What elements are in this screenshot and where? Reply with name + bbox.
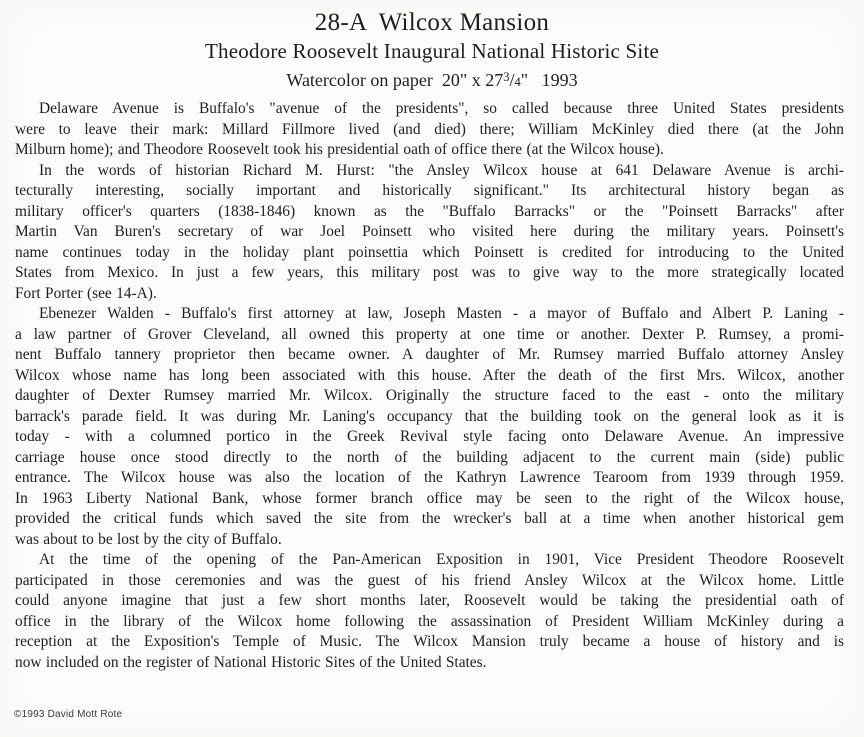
document-footer <box>14 709 122 720</box>
text-line: now included on the register of National Historic Sites of the United States. <box>15 653 487 671</box>
text-line: Ebenezer Walden - Buffalo's first attorney at law, Joseph Masten - a mayor of Buffalo and Albert P. Laning - <box>39 305 844 322</box>
text-line: military officer's quarters (1838-1846) known as the "Buffalo Barracks" or the "Poinsett Barracks" after <box>15 202 844 220</box>
text-line: provided the critical funds which saved the site from the wrecker's ball at a time when another historical gem <box>15 510 844 527</box>
paragraph <box>15 161 844 305</box>
text-line: participated in those ceremonies and was the guest of his friend Ansley Wilcox at the Wilcox home. Little <box>15 571 844 589</box>
paragraph <box>15 99 844 161</box>
text-line: daughter of Dexter Rumsey married Mr. Wilcox. Originally the structure faced to the east - onto the military <box>15 387 844 404</box>
artwork-year: 1993 <box>528 70 578 90</box>
text-line: Fort Porter (see 14-A). <box>15 284 157 302</box>
text-line: carriage house once stood directly to the north of the building adjacent to the current main (side) public <box>15 448 844 466</box>
text-line: At the time of the opening of the Pan-American Exposition in 1901, Vice President Theodore Roosevelt <box>39 551 844 568</box>
text-line: Delaware Avenue is Buffalo's "avenue of the presidents", so called because three United States presidents <box>39 100 844 117</box>
text-line: could anyone imagine that just a few short months later, Roosevelt would be taking the presidential oath of <box>15 592 844 609</box>
medium-text: Watercolor on paper <box>286 70 442 90</box>
text-line: name continues today in the holiday plant poinsettia which Poinsett is credited for introducing to the United <box>15 243 844 261</box>
size-post: " <box>520 70 529 90</box>
page-subtitle: Theodore Roosevelt Inaugural National Historic Site <box>205 39 659 63</box>
text-line: Martin Van Buren's secretary of war Joel Poinsett who visited here during the military years. Poinsett's <box>15 223 844 240</box>
text-line: were to leave their mark: Millard Fillmore lived (and died) there; William McKinley died there (at the John <box>15 120 844 138</box>
artwork-size <box>442 70 528 90</box>
page-title: 28-A Wilcox Mansion <box>314 9 550 36</box>
document-body <box>15 99 844 673</box>
text-line: Milburn home); and Theodore Roosevelt took his presidential oath of office there (at the Wilcox house). <box>15 141 664 158</box>
document-header <box>0 0 864 94</box>
paragraph <box>15 550 844 673</box>
text-line: Wilcox whose name has long been associated with this house. After the death of the first Mrs. Wilcox, another <box>15 366 844 384</box>
fraction-slash: / <box>509 70 515 90</box>
text-line: nent Buffalo tannery proprietor then became owner. A daughter of Mr. Rumsey married Buffalo attorney Ansley <box>15 346 844 363</box>
medium-line <box>0 65 864 94</box>
copyright-line: ©1993 David Mott Rote <box>14 709 123 720</box>
text-line: entrance. The Wilcox house was also the location of the Kathryn Lawrence Tearoom from 1939 through 1959. <box>15 469 844 486</box>
size-pre: 20" x 27 <box>441 70 504 90</box>
text-line: today - with a columned portico in the Greek Revival style facing onto Delaware Avenue. An impressive <box>15 428 844 445</box>
text-line: tecturally interesting, socially important and historically significant." Its architectural history began as <box>15 182 844 199</box>
text-line: In the words of historian Richard M. Hurst: "the Ansley Wilcox house at 641 Delaware Avenue is archi- <box>39 161 844 179</box>
paragraph <box>15 304 844 550</box>
text-line: barrack's parade field. It was during Mr. Laning's occupancy that the building took on the general look as it is <box>15 407 844 425</box>
fraction-numerator: 3 <box>503 70 510 84</box>
text-line: office in the library of the Wilcox home following the assassination of President William McKinley during a <box>15 612 844 630</box>
text-line: reception at the Exposition's Temple of Music. The Wilcox Mansion truly became a house of history and is <box>15 633 844 650</box>
text-line: States from Mexico. In just a few years, this military post was to give way to the more strategically located <box>15 264 844 281</box>
fraction-denominator: 4 <box>514 75 521 89</box>
text-line: was about to be lost by the city of Buffalo. <box>15 530 282 548</box>
text-line: In 1963 Liberty National Bank, whose former branch office may be seen to the right of the Wilcox house, <box>15 489 844 507</box>
text-line: a law partner of Grover Cleveland, all owned this property at one time or another. Dexter P. Rumsey, a promi- <box>15 325 844 343</box>
